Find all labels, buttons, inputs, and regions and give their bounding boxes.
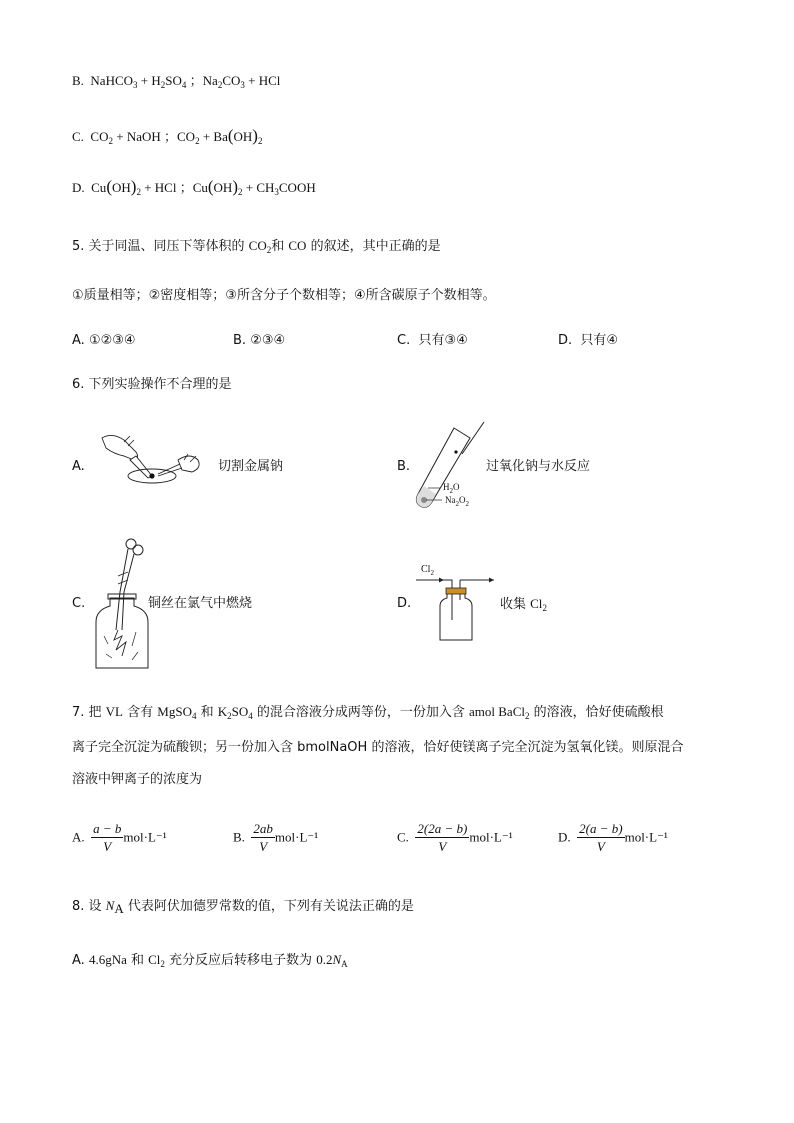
- q7-option-c-numerator: 2(2a − b): [417, 821, 468, 836]
- q6-option-b-caption: 过氧化钠与水反应: [486, 459, 591, 474]
- h2o-label: $H_2O$: [443, 482, 460, 495]
- q5-option-c-letter: C.: [397, 333, 411, 348]
- q6-option-a-letter: A.: [72, 459, 85, 474]
- na2o2-label: $Na_2O_2$: [445, 495, 469, 508]
- q7-option-b-letter: B.: [233, 829, 245, 845]
- q7-option-b-numerator: 2ab: [253, 821, 273, 836]
- q5-option-a-text: ①②③④: [88, 333, 136, 348]
- q5-statements: ①质量相等；②密度相等；③所含分子个数相等；④所含碳原子个数相等。: [72, 288, 496, 303]
- q8-stem: 8. 设 $N_A$ 代表阿伏加德罗常数的值，下列有关说法正确的是: [72, 898, 414, 916]
- q7-line-3: 溶液中钾离子的浓度为: [72, 772, 203, 787]
- q5-option-c-text: 只有③④: [418, 333, 468, 348]
- q7-line-2: 离子完全沉淀为硫酸钡；另一份加入含 bmolNaOH 的溶液，恰好使镁离子完全沉淀为氢氧化镁。则原混合: [72, 740, 684, 755]
- q5-option-a-letter: A.: [72, 333, 85, 348]
- q4-option-c-letter: C.: [72, 129, 84, 144]
- q5-option-c: [397, 333, 468, 349]
- q5-option-d-text: 只有④: [580, 333, 619, 348]
- q6-option-c-caption: 铜丝在氯气中燃烧: [148, 596, 253, 611]
- q4-option-b-letter: B.: [72, 73, 84, 88]
- q7-line-1: 7. 把 VL 含有 MgSO$_4$ 和 $K_2SO_4$ 的混合溶液分成两等份，一份加入含 amol BaCl$_2$ 的溶液，恰好使硫酸根: [72, 704, 664, 721]
- q7-option-c-denominator: V: [438, 839, 447, 854]
- q7-option-d-numerator: 2(a − b): [579, 821, 623, 836]
- q6-option-c-letter: C.: [72, 596, 86, 611]
- q7-option-b-denominator: V: [259, 839, 268, 854]
- q5-option-b-text: ②③④: [250, 333, 286, 348]
- q6-stem: 6. 下列实验操作不合理的是: [72, 377, 232, 392]
- collect-chlorine-bottle-figure: [414, 576, 500, 644]
- q7-option-a-unit: mol·L⁻¹: [123, 829, 167, 845]
- q4-option-c: C. $CO_2$ + NaOH ；$CO_2 + Ba(OH)_2$: [72, 126, 263, 146]
- q5-option-a: [72, 333, 136, 349]
- cl2-inlet-label: $Cl_2$: [421, 564, 434, 577]
- q5-stem: 5. 关于同温、同压下等体积的 $CO_2$和 CO 的叙述，其中正确的是: [72, 238, 441, 255]
- q7-option-a-numerator: a − b: [93, 821, 122, 836]
- q7-option-b: [233, 820, 318, 855]
- q6-option-d-letter: D.: [397, 596, 412, 611]
- copper-chlorine-jar-figure: [92, 536, 152, 672]
- q7-option-c-letter: C.: [397, 829, 409, 845]
- q7-option-b-unit: mol·L⁻¹: [274, 829, 319, 845]
- q5-option-d: [558, 333, 618, 349]
- q4-option-b: B. NaHCO$_3$ + $H_2SO_4$ ；$Na_2CO_3$ + HCl: [72, 73, 281, 90]
- q7-option-d-denominator: V: [596, 839, 605, 854]
- q7-option-a-denominator: V: [103, 839, 112, 854]
- q5-option-d-letter: D.: [558, 333, 573, 348]
- q7-option-d-unit: mol·L⁻¹: [624, 829, 668, 845]
- q7-option-a-letter: A.: [72, 829, 85, 845]
- q7-option-d-letter: D.: [558, 829, 571, 845]
- q4-option-d: D. $Cu(OH)_2$ + HCl ；$Cu(OH)_2$ + $CH_3COOH$: [72, 177, 316, 197]
- q7-option-c: [397, 820, 513, 855]
- q5-option-b-letter: B.: [233, 333, 247, 348]
- cutting-sodium-figure: [94, 430, 214, 492]
- q7-option-d: [558, 820, 668, 855]
- q5-option-b: [233, 333, 285, 349]
- q7-option-a: [72, 820, 167, 855]
- q6-option-d-caption: 收集 $Cl_2$: [500, 596, 547, 613]
- q8-option-a: A. 4.6gNa 和 $Cl_2$ 充分反应后转移电子数为 $0.2N_A$: [72, 952, 348, 969]
- q6-option-b-letter: B.: [397, 459, 411, 474]
- q4-option-d-letter: D.: [72, 180, 85, 195]
- q6-option-a-caption: 切割金属钠: [218, 459, 284, 474]
- q7-option-c-unit: mol·L⁻¹: [469, 829, 513, 845]
